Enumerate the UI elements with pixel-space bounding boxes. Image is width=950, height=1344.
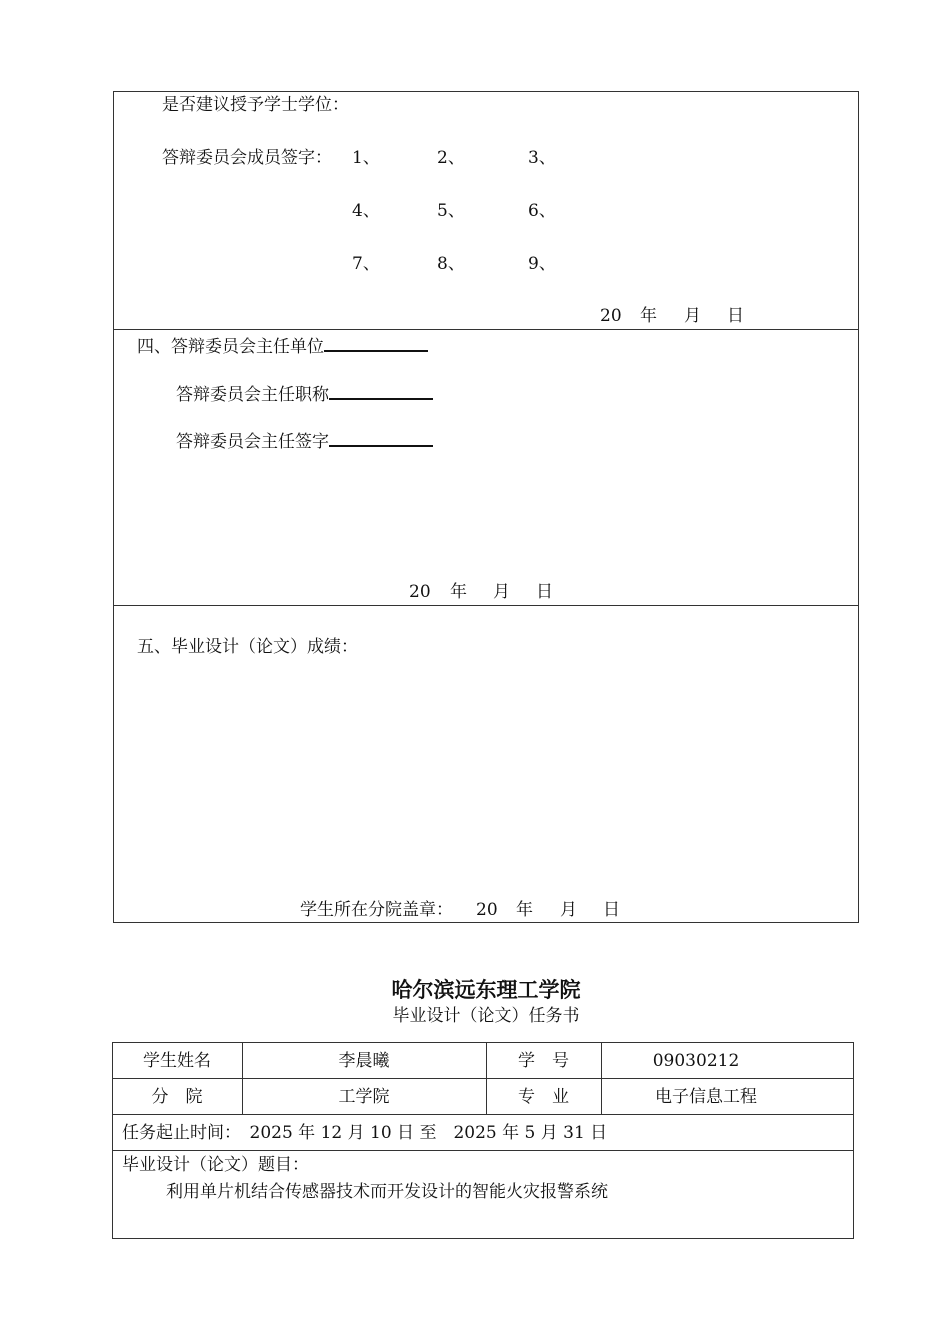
- members-signature-label: 答辩委员会成员签字：: [162, 148, 332, 168]
- student-name-value: 李晨曦: [338, 1051, 390, 1071]
- student-id-label: 学 号: [518, 1051, 569, 1071]
- member-slot-9: 9、: [528, 254, 556, 274]
- member-slot-5: 5、: [437, 201, 465, 221]
- chair-unit-field: [137, 334, 428, 357]
- member-slot-1: 1、: [352, 148, 380, 168]
- section-divider: [113, 329, 859, 330]
- topic-value: 利用单片机结合传感器技术而开发设计的智能火灾报警系统: [166, 1182, 608, 1202]
- member-slot-7: 7、: [352, 254, 380, 274]
- chair-title-label: 答辩委员会主任职称: [176, 385, 329, 405]
- member-slot-8: 8、: [437, 254, 465, 274]
- date-day-unit: 日: [536, 582, 553, 602]
- major-label: 专 业: [518, 1087, 569, 1107]
- grade-label: 五、毕业设计（论文）成绩：: [137, 637, 358, 657]
- student-id-value: 09030212: [652, 1051, 740, 1071]
- member-slot-4: 4、: [352, 201, 380, 221]
- date-year-unit: 年: [516, 900, 533, 920]
- chair-unit-label: 四、答辩委员会主任单位: [137, 337, 324, 357]
- task-period: 任务起止时间： 2025 年 12 月 10 日 至 2025 年 5 月 31 日: [122, 1123, 608, 1143]
- date-month-unit: 月: [560, 900, 577, 920]
- school-title: 哈尔滨远东理工学院: [391, 978, 581, 1002]
- topic-label: 毕业设计（论文）题目：: [122, 1155, 309, 1175]
- row-divider: [112, 1114, 854, 1115]
- row-divider: [112, 1150, 854, 1151]
- date-year-unit: 年: [640, 306, 657, 326]
- department-value: 工学院: [338, 1087, 390, 1107]
- member-slot-6: 6、: [528, 201, 556, 221]
- date-month-unit: 月: [493, 582, 510, 602]
- student-name-label: 学生姓名: [143, 1051, 211, 1071]
- chair-title-field: [176, 382, 433, 405]
- date-day-unit: 日: [603, 900, 620, 920]
- department-label: 分 院: [151, 1087, 203, 1107]
- date-day-unit: 日: [727, 306, 744, 326]
- major-value: 电子信息工程: [655, 1087, 757, 1107]
- stamp-label: 学生所在分院盖章：: [300, 900, 453, 920]
- date-year: 20: [476, 900, 498, 920]
- chair-sign-blank[interactable]: [329, 429, 433, 447]
- chair-sign-field: [176, 429, 433, 452]
- task-book-subtitle: 毕业设计（论文）任务书: [392, 1006, 580, 1026]
- date-year: 20: [409, 582, 431, 602]
- member-slot-3: 3、: [528, 148, 556, 168]
- section-divider: [113, 605, 859, 606]
- member-slot-2: 2、: [437, 148, 465, 168]
- date-year: 20: [600, 306, 622, 326]
- date-year-unit: 年: [450, 582, 467, 602]
- row-divider: [112, 1078, 854, 1079]
- chair-sign-label: 答辩委员会主任签字: [176, 432, 329, 452]
- date-month-unit: 月: [684, 306, 701, 326]
- chair-unit-blank[interactable]: [324, 334, 428, 352]
- evaluation-form: [113, 91, 859, 923]
- chair-title-blank[interactable]: [329, 382, 433, 400]
- degree-question: 是否建议授予学士学位：: [162, 95, 349, 115]
